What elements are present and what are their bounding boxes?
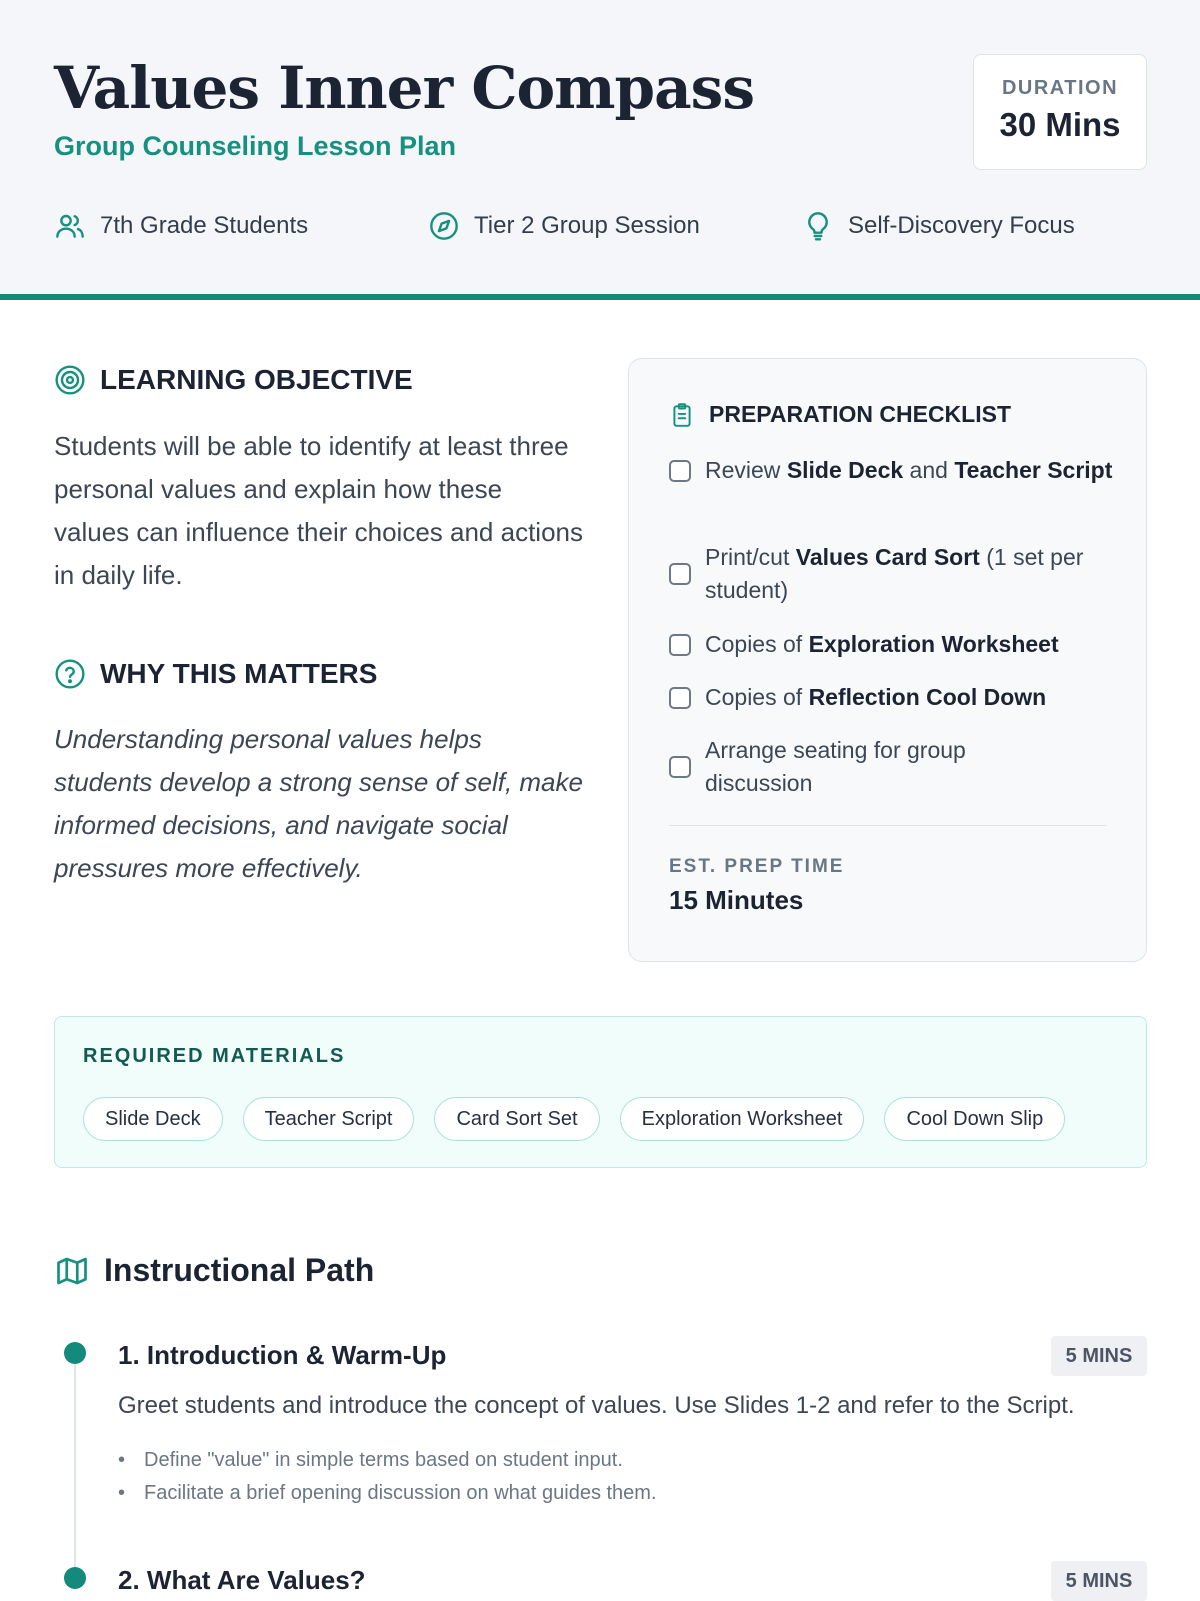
timeline-dot [64,1567,86,1589]
step-title: 2. What Are Values? [118,1565,366,1595]
material-tag: Card Sort Set [434,1097,599,1141]
checkbox[interactable] [669,634,691,656]
materials-list [83,1097,1065,1141]
checkbox[interactable] [669,756,691,778]
prep-time-value: 15 Minutes [669,885,804,915]
checklist-item-text: Arrange seating for group discussion [705,737,966,796]
help-circle-icon [54,658,86,690]
material-tag: Teacher Script [243,1097,415,1141]
step-title: 1. Introduction & Warm-Up [118,1340,447,1370]
lesson-header [0,0,1200,300]
materials-label: REQUIRED MATERIALS [83,1045,346,1067]
step-duration-badge: 5 MINS [1051,1336,1147,1376]
checklist-item[interactable] [669,628,1115,661]
checklist-item-text: Copies of Reflection Cool Down [705,684,1047,710]
page-subtitle: Group Counseling Lesson Plan [54,131,457,161]
meta-focus [802,210,1075,242]
checkbox[interactable] [669,563,691,585]
checklist-item[interactable] [669,681,1115,714]
duration-label: DURATION [1001,77,1119,99]
why-text: Understanding personal values helps students develop a strong sense of self, make informed decisions, and navigate social pressures more effectively. [54,724,583,883]
meta-tier [428,210,700,242]
prep-heading [669,401,1011,428]
checklist-item[interactable] [669,734,1005,800]
clipboard-icon [669,402,695,428]
step-bullet: • Facilitate a brief opening discussion on what guides them. [118,1482,657,1505]
prep-time-label: EST. PREP TIME [669,856,845,877]
objective-heading-text: LEARNING OBJECTIVE [100,364,413,395]
map-icon [54,1253,90,1289]
materials-panel [54,1016,1147,1168]
checkbox[interactable] [669,460,691,482]
compass-icon [428,210,460,242]
timeline-line [74,1354,76,1580]
step-duration-badge: 5 MINS [1051,1561,1147,1601]
material-tag: Cool Down Slip [884,1097,1065,1141]
objective-heading [54,364,413,396]
users-icon [54,210,86,242]
instructional-path-heading [54,1252,374,1289]
timeline-dot [64,1342,86,1364]
meta-focus-text: Self-Discovery Focus [848,212,1075,239]
checkbox[interactable] [669,687,691,709]
meta-tier-text: Tier 2 Group Session [474,212,700,239]
target-icon [54,364,86,396]
checklist-item[interactable] [669,541,1115,607]
checklist-item-text: Copies of Exploration Worksheet [705,631,1059,657]
meta-grade-text: 7th Grade Students [100,212,309,239]
checklist-item-text: Print/cut Values Card Sort (1 set per student) [705,544,1084,603]
duration-card [973,54,1147,170]
checklist-item-text: Review Slide Deck and Teacher Script [705,457,1113,483]
step-description: Greet students and introduce the concept of values. Use Slides 1-2 and refer to the Script. [118,1392,1075,1419]
instructional-path-title: Instructional Path [104,1252,375,1288]
duration-value: 30 Mins [999,106,1121,143]
lightbulb-icon [802,210,834,242]
material-tag: Exploration Worksheet [620,1097,865,1141]
preparation-card [628,358,1147,962]
step-bullet: • Define "value" in simple terms based on student input. [118,1449,623,1472]
meta-grade [54,210,308,242]
divider [669,825,1106,826]
why-heading [54,658,377,690]
checklist-item[interactable] [669,454,1115,487]
page-title: Values Inner Compass [54,54,754,122]
objective-text: Students will be able to identify at least three personal values and explain how these values can influence their choices and actions in daily life. [54,431,583,590]
prep-heading-text: PREPARATION CHECKLIST [709,401,1011,427]
material-tag: Slide Deck [83,1097,223,1141]
why-heading-text: WHY THIS MATTERS [100,658,378,689]
